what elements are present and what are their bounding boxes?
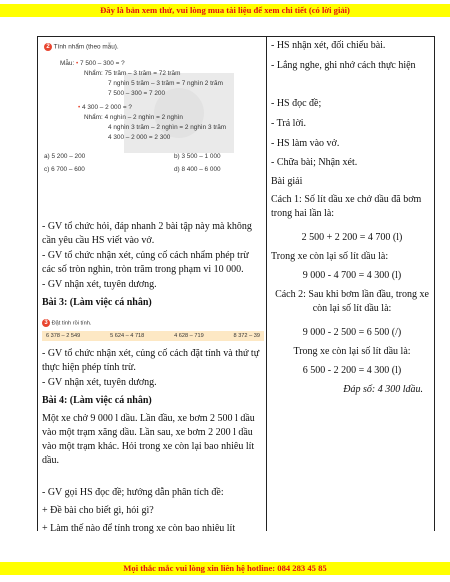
paragraph: - GV nhận xét, tuyên dương.	[42, 279, 157, 290]
problem-text: Một xe chở 9 000 l dầu. Lần đầu, xe bơm 2 500 l dầu vào một trạm xăng dầu. Lần sau, xe bơm 2 200 l dầu vào một trạm khác. Hỏi trong xe còn lại bao nhiêu lít dầu.	[42, 413, 255, 466]
preview-banner: Đây là bản xem thử, vui lòng mua tài liệu để xem chi tiết (có lời giải)	[0, 4, 450, 17]
paragraph: - GV gọi HS đọc đề; hướng dẫn phân tích đề:	[42, 487, 224, 498]
solution-heading: Bài giải	[271, 176, 303, 187]
calculation-line: 2 500 + 2 200 = 4 700 (l)	[301, 232, 403, 243]
sample1-line: 7 500 – 300 = ?	[80, 60, 125, 67]
section-heading: Bài 3: (Làm việc cá nhân)	[42, 297, 152, 308]
activity-line: - HS làm vào vở.	[271, 138, 340, 149]
exercise-item: 8 372 – 39	[233, 333, 260, 339]
paragraph: - GV tổ chức nhận xét, củng cố cách đặt tính và thứ tự thực hiện phép tính trừ.	[42, 348, 260, 373]
section-heading: Bài 4: (Làm việc cá nhân)	[42, 395, 152, 406]
calculation-line: 9 000 - 2 500 = 6 500 (/)	[302, 327, 402, 338]
sample2-line: 4 300 – 2 000 = 2 300	[108, 134, 171, 141]
activity-line: - HS nhận xét, đối chiếu bài.	[271, 40, 386, 51]
teacher-column	[38, 37, 267, 534]
lesson-table	[37, 36, 435, 534]
paragraph: - GV tổ chức nhận xét, củng cố cách nhẩm phép trừ các số tròn nghìn, tròn trăm trong phạm vi 10 000.	[42, 250, 249, 275]
calculation-line: 6 500 - 2 200 = 4 300 (l)	[302, 365, 402, 376]
activity-line: - Trả lời.	[271, 118, 307, 129]
sample-label: Mẫu:	[60, 60, 75, 67]
sample1-line: 7 500 – 300 = 7 200	[108, 90, 166, 97]
exercise-badge: 2	[44, 43, 52, 51]
exercise-item: 6 378 – 2 549	[46, 333, 81, 339]
exercise-item: b) 3 500 – 1 000	[174, 153, 221, 160]
activity-line: - Chữa bài; Nhận xét.	[271, 157, 358, 168]
solution-line: Cách 1: Số lít dầu xe chở dầu đã bơm trong hai lần là:	[271, 194, 422, 219]
solution-line: Trong xe còn lại số lít dầu là:	[293, 346, 411, 357]
paragraph: - GV tổ chức hỏi, đáp nhanh 2 bài tập này mà không cần yêu cầu HS viết vào vở.	[42, 221, 252, 246]
sample2-line: 4 300 – 2 000 = ?	[82, 104, 132, 111]
activity-line: - HS đọc đề;	[271, 98, 322, 109]
solution-line: Trong xe còn lại số lít dầu là:	[271, 251, 389, 262]
exercise-title: Đặt tính rồi tính.	[51, 320, 92, 327]
exercise-item: a) 5 200 – 200	[44, 153, 86, 160]
sample1-line: 7 nghìn 5 trăm – 3 trăm = 7 nghìn 2 trăm	[108, 80, 223, 87]
exercise-item: 4 628 – 719	[174, 333, 204, 339]
paragraph: - GV nhận xét, tuyên dương.	[42, 377, 157, 388]
exercise-item: d) 8 400 – 6 000	[174, 166, 221, 173]
sample2-line: Nhẩm: 4 nghìn – 2 nghìn = 2 nghìn	[84, 114, 183, 121]
exercise-3-figure	[42, 319, 264, 341]
activity-line: - Lắng nghe, ghi nhớ cách thực hiện	[271, 60, 416, 71]
exercise-title: Tính nhẩm (theo mẫu).	[53, 43, 119, 51]
solution-line: Cách 2: Sau khi bơm lần đầu, trong xe còn lại số lít dầu là:	[275, 289, 429, 314]
sample1-line: Nhẩm: 75 trăm – 3 trăm = 72 trăm	[84, 70, 181, 77]
paragraph: + Đề bài cho biết gì, hỏi gì?	[42, 505, 154, 516]
paragraph: + Làm thế nào để tính trong xe còn bao nhiêu lít	[42, 523, 236, 534]
calculation-line: 9 000 - 4 700 = 4 300 (l)	[302, 270, 402, 281]
exercise-badge: 3	[42, 319, 50, 327]
exercise-item: 5 624 – 4 718	[110, 333, 145, 339]
sample2-line: 4 nghìn 3 trăm – 2 nghìn = 2 nghìn 3 trăm	[108, 124, 227, 131]
exercise-item: c) 6 700 – 600	[44, 166, 85, 173]
student-column	[267, 37, 435, 531]
answer-line: Đáp số: 4 300 ldầu.	[343, 384, 423, 395]
hotline-banner: Mọi thắc mắc vui lòng xin liên hệ hotline: 084 283 45 85	[0, 562, 450, 575]
exercise-2-figure: 2 Tính nhẩm (theo mẫu). Mẫu: • 7 500 – 300 = ? Nhẩm: 75 trăm – 3 trăm = 72 trăm 7 nghìn 5 trăm – 3 trăm = 7 nghìn 2 trăm 7 500 – 300 = 7 200 • 4 300 – 2 000 = ? Nhẩm: 4 nghìn – 2 nghìn = 2 nghìn 4 nghìn 3 trăm – 2 nghìn = 2 nghìn 3 trăm 4 300 – 2 000 = 2 300 a) 5 200 – 200 b) 3 500 – 1 000 c) 6 700 – 600 d) 8 400 – 6 000	[44, 43, 266, 233]
